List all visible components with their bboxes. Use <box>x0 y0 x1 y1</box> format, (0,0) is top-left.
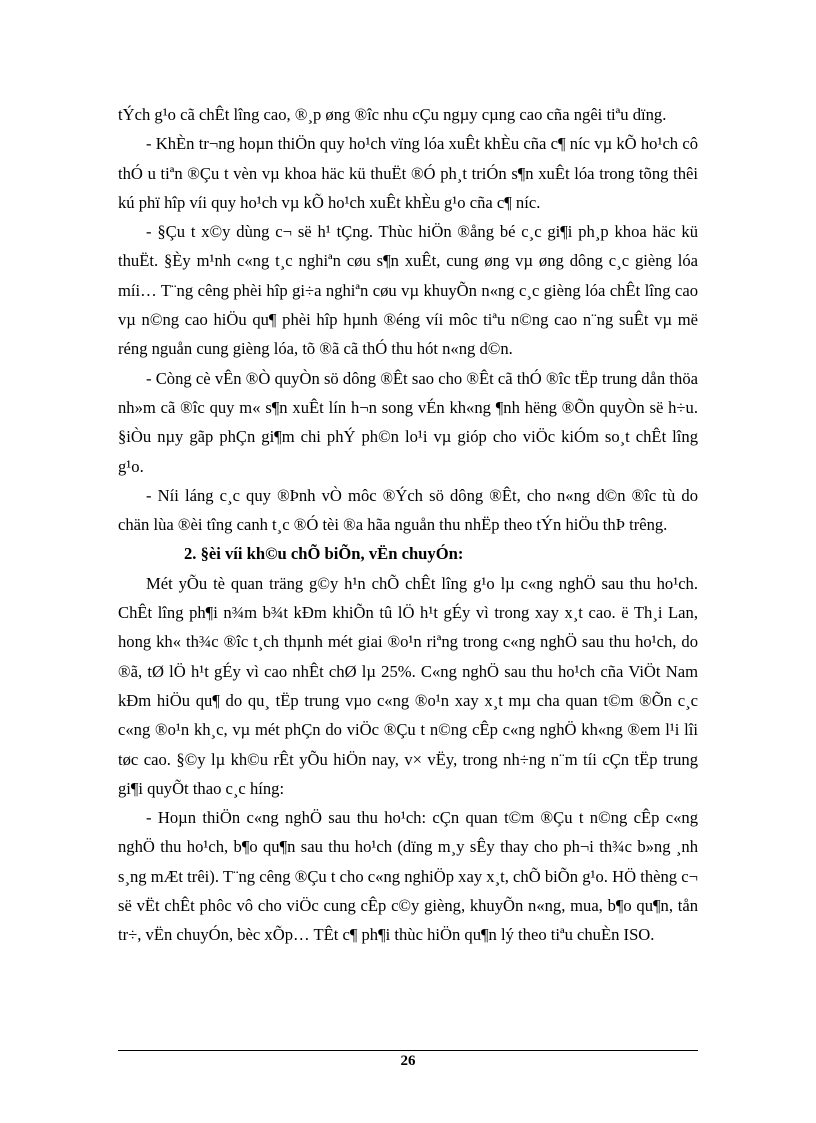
footer-divider <box>118 1050 698 1051</box>
bullet-land-rights: - Còng cè vÊn ®Ò quyÒn sö dông ®Êt sao cho ®Êt cã thÓ ®îc tËp trung dån thöa nh»m cã ®îc quy m« s¶n xuÊt lín h¬n song vÉn kh«ng ¶nh hëng ®Õn quyÒn së h÷u. §iÒu nµy gãp phÇn gi¶m chi phÝ ph©n lo¹i vµ gióp cho viÖc kiÓm so¸t chÊt lîng g¹o. <box>118 368 698 476</box>
page-number: 26 <box>400 1053 416 1069</box>
paragraph-post-harvest: Mét yÕu tè quan träng g©y h¹n chÕ chÊt lîng g¹o lµ c«ng nghÖ sau thu ho¹ch. ChÊt lîng ph¶i n¾m b¾t kÐm khiÕn tû lÖ h¹t gÉy vì trong xay x¸t cao. ë Th¸i Lan, hong kh« th¾c ®îc t¸ch thµnh mét giai ®o¹n riªng trong c«ng nghÖ sau thu ho¹ch, do ®ã, tØ lÖ h¹t gÉy vì cao nhÊt chØ lµ 25%. C«ng nghÖ sau thu ho¹ch cña ViÖt Nam kÐm hiÖu qu¶ do qu¸ tËp trung vµo c«ng ®o¹n xay x¸t mµ cha quan t©m ®Õn c¸c c«ng ®o¹n kh¸c, vµ mét phÇn do viÖc ®Çu t n©ng cÊp c«ng nghÖ kh«ng ®em l¹i lîi tøc cao. §©y lµ kh©u rÊt yÕu hiÖn nay, v× vËy, trong nh÷ng n¨m tíi cÇn tËp trung gi¶i quyÕt thao c¸c híng: <box>118 573 698 798</box>
bullet-infrastructure: - §Çu t x©y dùng c¬ së h¹ tÇng. Thùc hiÖn ®ång bé c¸c gi¶i ph¸p khoa häc kü thuËt. §Èy m¹nh c«ng t¸c nghiªn cøu s¶n xuÊt, cung øng vµ øng dông c¸c gièng lóa míi… T¨ng cêng phèi hîp gi÷a nghiªn cøu vµ khuyÕn n«ng c¸c gièng lóa chÊt lîng cao vµ n©ng cao hiÖu qu¶ phèi hîp hµnh ®éng víi môc tiªu n©ng cao n¨ng suÊt vµ më réng nguån cung gièng lóa, tõ ®ã cã thÓ thu hót n«ng d©n. <box>118 222 698 359</box>
body-text <box>118 100 698 950</box>
paragraph-continued: tÝch g¹o cã chÊt lîng cao, ®¸p øng ®îc nhu cÇu ngµy cµng cao cña ngêi tiªu dïng. <box>118 105 667 124</box>
section-heading: 2. §èi víi kh©u chÕ biÕn, vËn chuyÓn: <box>184 544 464 564</box>
bullet-post-harvest-tech: - Hoµn thiÖn c«ng nghÖ sau thu ho¹ch: cÇn quan t©m ®Çu t n©ng cÊp c«ng nghÖ thu ho¹ch, b¶o qu¶n sau thu ho¹ch (dïng m¸y sÊy thay cho ph¬i th¾c b»ng ¸nh s¸ng mÆt trêi). T¨ng cêng ®Çu t cho c«ng nghiÖp xay x¸t, chÕ biÕn g¹o. HÖ thèng c¬ së vËt chÊt phôc vô cho viÖc cung cÊp c©y gièng, khuyÕn n«ng, mua, b¶o qu¶n, tån tr÷, vËn chuyÓn, bèc xÕp… TÊt c¶ ph¶i thùc hiÖn qu¶n lý theo tiªu chuÈn ISO. <box>118 808 698 945</box>
bullet-land-use: - Níi láng c¸c quy ®Þnh vÒ môc ®Ých sö dông ®Êt, cho n«ng d©n ®îc tù do chän lùa ®èi tîng canh t¸c ®Ó tèi ®a hãa nguån thu nhËp theo tÝn hiÖu thÞ trêng. <box>118 485 698 535</box>
bullet-rice-zoning: - KhÈn tr¬ng hoµn thiÖn quy ho¹ch vïng lóa xuÊt khÈu cña c¶ níc vµ kÕ ho¹ch cô thÓ u tiªn ®Çu t vèn vµ khoa häc kü thuËt ®Ó ph¸t triÓn s¶n xuÊt lóa trong tõng thêi kú phï hîp víi quy ho¹ch vµ kÕ ho¹ch xuÊt khÈu g¹o cña c¶ níc. <box>118 134 698 212</box>
